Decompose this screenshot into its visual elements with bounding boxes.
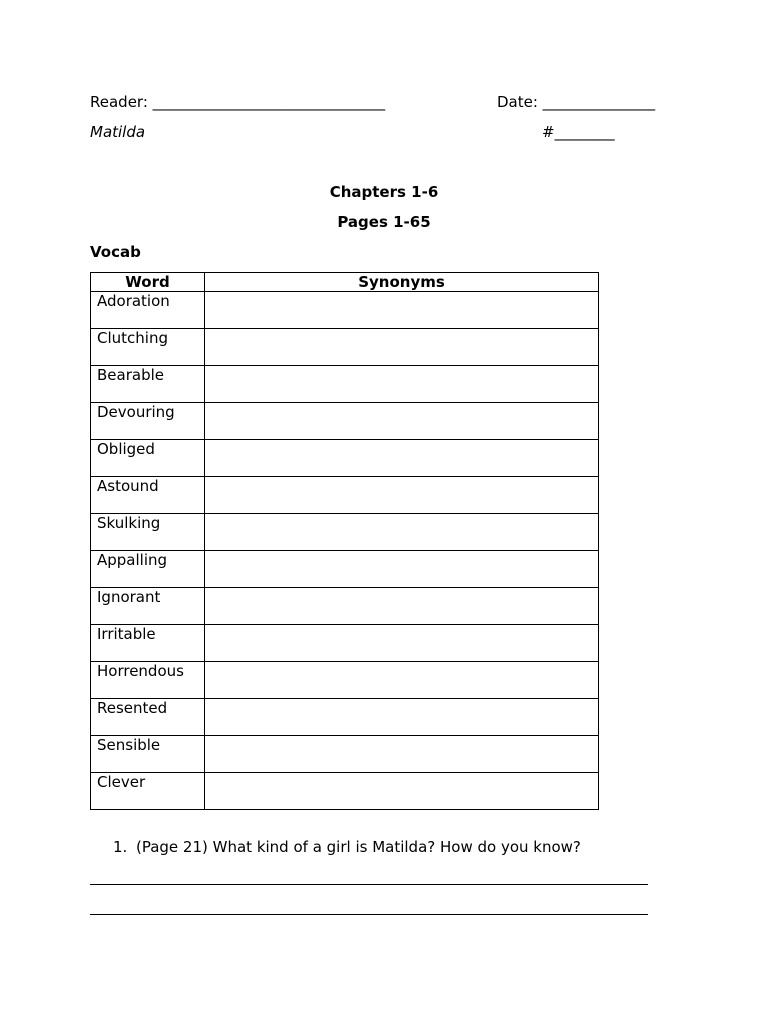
table-row — [91, 440, 599, 477]
vocab-word: Devouring — [91, 403, 205, 440]
synonym-cell[interactable] — [205, 366, 599, 403]
question-text: (Page 21) What kind of a girl is Matilda? How do you know? — [136, 838, 581, 856]
column-header-word: Word — [91, 273, 205, 292]
answer-line[interactable] — [90, 884, 648, 885]
table-row — [91, 662, 599, 699]
table-row — [91, 292, 599, 329]
table-row — [91, 625, 599, 662]
date-field: Date: _______________ — [497, 93, 656, 111]
table-row — [91, 736, 599, 773]
vocab-word: Irritable — [91, 625, 205, 662]
synonym-cell[interactable] — [205, 773, 599, 810]
column-header-synonyms: Synonyms — [205, 273, 599, 292]
vocab-word: Horrendous — [91, 662, 205, 699]
synonym-cell[interactable] — [205, 477, 599, 514]
synonym-cell[interactable] — [205, 514, 599, 551]
vocab-table — [90, 272, 599, 810]
table-row — [91, 329, 599, 366]
question-number: 1. — [113, 838, 128, 856]
table-row — [91, 477, 599, 514]
synonym-cell[interactable] — [205, 662, 599, 699]
synonym-cell[interactable] — [205, 625, 599, 662]
synonym-cell[interactable] — [205, 551, 599, 588]
vocab-word: Appalling — [91, 551, 205, 588]
vocab-word: Clutching — [91, 329, 205, 366]
table-row — [91, 403, 599, 440]
table-row — [91, 773, 599, 810]
synonym-cell[interactable] — [205, 440, 599, 477]
synonym-cell[interactable] — [205, 699, 599, 736]
vocab-word: Obliged — [91, 440, 205, 477]
table-row — [91, 699, 599, 736]
book-title: Matilda — [90, 123, 146, 141]
synonym-cell[interactable] — [205, 292, 599, 329]
vocab-word: Skulking — [91, 514, 205, 551]
table-row — [91, 514, 599, 551]
synonym-cell[interactable] — [205, 736, 599, 773]
vocab-word: Adoration — [91, 292, 205, 329]
synonym-cell[interactable] — [205, 329, 599, 366]
vocab-word: Astound — [91, 477, 205, 514]
vocab-word: Bearable — [91, 366, 205, 403]
synonym-cell[interactable] — [205, 588, 599, 625]
vocab-table-header-row — [91, 273, 599, 292]
number-field: #________ — [542, 123, 615, 141]
table-row — [91, 366, 599, 403]
chapters-heading: Chapters 1-6 — [329, 183, 439, 201]
vocab-heading: Vocab — [90, 243, 141, 261]
vocab-word: Sensible — [91, 736, 205, 773]
vocab-word: Clever — [91, 773, 205, 810]
pages-heading: Pages 1-65 — [337, 213, 431, 231]
answer-line[interactable] — [90, 914, 648, 915]
synonym-cell[interactable] — [205, 403, 599, 440]
vocab-word: Resented — [91, 699, 205, 736]
reader-field: Reader: _______________________________ — [90, 93, 386, 111]
vocab-word: Ignorant — [91, 588, 205, 625]
table-row — [91, 551, 599, 588]
table-row — [91, 588, 599, 625]
